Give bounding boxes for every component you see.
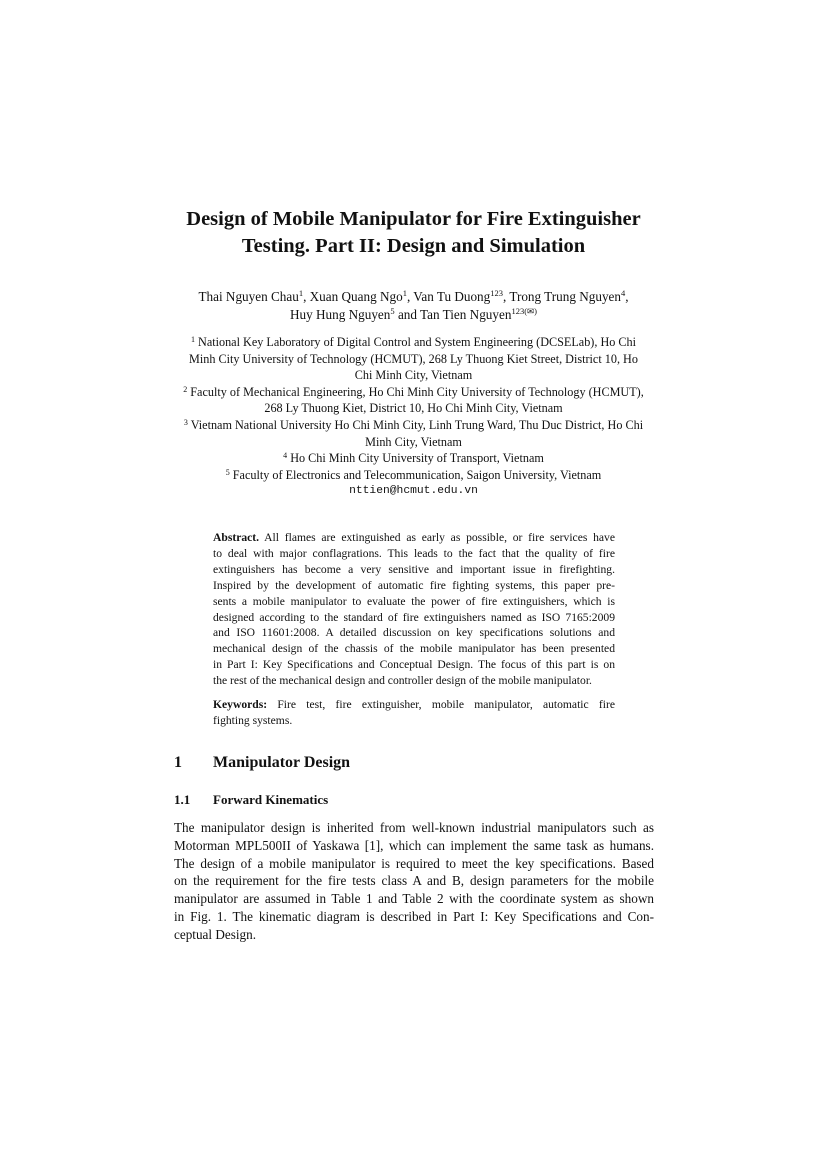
author-separator: , [625,289,629,304]
author-name: , Trong Trung Nguyen [503,289,621,304]
body-line: on the requirement for the fire tests class A and B, design parameters for the mobile [174,873,654,889]
body-line: manipulator are assumed in Table 1 and Table 2 with the coordinate system as shown [174,891,654,907]
affiliation-line [150,334,677,351]
abstract-text: All flames are extinguished as early as possible, or fire services have [259,531,615,544]
author-line-2 [120,306,707,324]
affiliation-line [150,450,677,467]
body-paragraph [174,819,654,944]
affil-text: Faculty of Electronics and Telecommunication, Saigon University, Vietnam [229,467,602,482]
author-affil-mark: 1 [402,288,407,298]
affiliation-line [150,384,677,401]
author-name: Huy Hung Nguyen [290,307,391,322]
author-name: Thai Nguyen Chau [198,289,299,304]
keywords-line: fighting systems. [213,713,293,727]
subsection-title: Forward Kinematics [213,792,329,807]
affil-number: 3 [183,417,188,427]
abstract-line: to deal with major conflagrations. This leads to the fact that the quality of fire [213,546,615,560]
section-number: 1 [174,754,182,771]
body-line: in Fig. 1. The kinematic diagram is described in Part I: Key Specifications and Con- [174,908,654,924]
abstract-line: extinguishers has become a very sensitive and important issue in firefighting. [213,562,615,576]
section-title: Manipulator Design [213,754,351,771]
body-line: ceptual Design. [174,926,257,942]
author-name: and Tan Tien Nguyen [394,307,512,322]
author-affil-mark: 4 [621,288,626,298]
affil-number: 2 [183,384,188,394]
abstract-line: and ISO 11601:2008. A detailed discussion on key specifications solutions and [213,626,615,640]
affil-text: Faculty of Mechanical Engineering, Ho Chi Minh City University of Technology (HCMUT), [187,384,644,399]
affil-text: Ho Chi Minh City University of Transport, Vietnam [287,451,544,466]
subsection-number: 1.1 [174,792,191,807]
paper-title [120,206,707,260]
author-name: , Van Tu Duong [406,289,491,304]
author-name: , Xuan Quang Ngo [303,289,403,304]
body-line: The manipulator design is inherited from well-known industrial manipulators such as [174,820,654,835]
abstract-line: Inspired by the development of automatic fire fighting systems, this paper pre- [213,578,615,592]
author-affil-mark: 5 [390,306,395,316]
affiliation-list [150,334,677,500]
affil-text: National Key Laboratory of Digital Control and System Engineering (DCSELab), Ho Chi [194,335,637,349]
keywords-text: Fire test, fire extinguisher, mobile manipulator, automatic fire [267,698,615,711]
contact-email[interactable]: nttien@hcmut.edu.vn [349,485,478,498]
author-affil-mark: 123 [490,288,503,298]
affiliation-line [150,467,677,484]
abstract-line: sents a mobile manipulator to evaluate the power of fire extinguishers, which is [213,594,615,608]
abstract-line [213,530,615,546]
affil-number: 4 [283,451,288,461]
affiliation-line: 268 Ly Thuong Kiet, District 10, Ho Chi Minh City, Vietnam [264,401,563,416]
corresponding-author-mark: 123(✉) [511,306,537,316]
keywords-line [213,697,615,713]
title-line-2: Testing. Part II: Design and Simulation [241,235,586,257]
affiliation-line: Minh City, Vietnam [365,434,462,449]
affil-number: 1 [190,335,195,344]
keywords [213,697,615,729]
abstract-line: in Part I: Key Specifications and Conceptual Design. The focus of this part is on [213,658,615,672]
affiliation-line: Chi Minh City, Vietnam [354,368,473,383]
author-affil-mark: 1 [298,288,304,298]
affiliation-line: Minh City University of Technology (HCMUT), 268 Ly Thuong Kiet Street, District 10, Ho [189,351,638,366]
abstract [213,530,615,689]
body-line: The design of a mobile manipulator is required to meet the key specifications. Based [174,855,654,871]
abstract-line: mechanical design of the chassis of the mobile manipulator has been presented [213,642,615,656]
keywords-label: Keywords: [213,698,268,711]
affil-number: 5 [225,467,230,477]
title-line-1: Design of Mobile Manipulator for Fire Extinguisher [186,208,641,230]
abstract-label: Abstract. [213,531,260,544]
author-line-1 [120,288,707,306]
body-line: Motorman MPL500II of Yaskawa [1], which can implement the same task as humans. [174,837,654,853]
author-list [120,288,707,324]
abstract-line: designed according to the standard of fire extinguishers named as ISO 7165:2009 [213,610,615,624]
affil-text: Vietnam National University Ho Chi Minh City, Linh Trung Ward, Thu Duc District, Ho Chi [187,417,644,432]
affiliation-line [150,417,677,434]
abstract-line: the rest of the mechanical design and controller design of the mobile manipulator. [213,674,592,688]
